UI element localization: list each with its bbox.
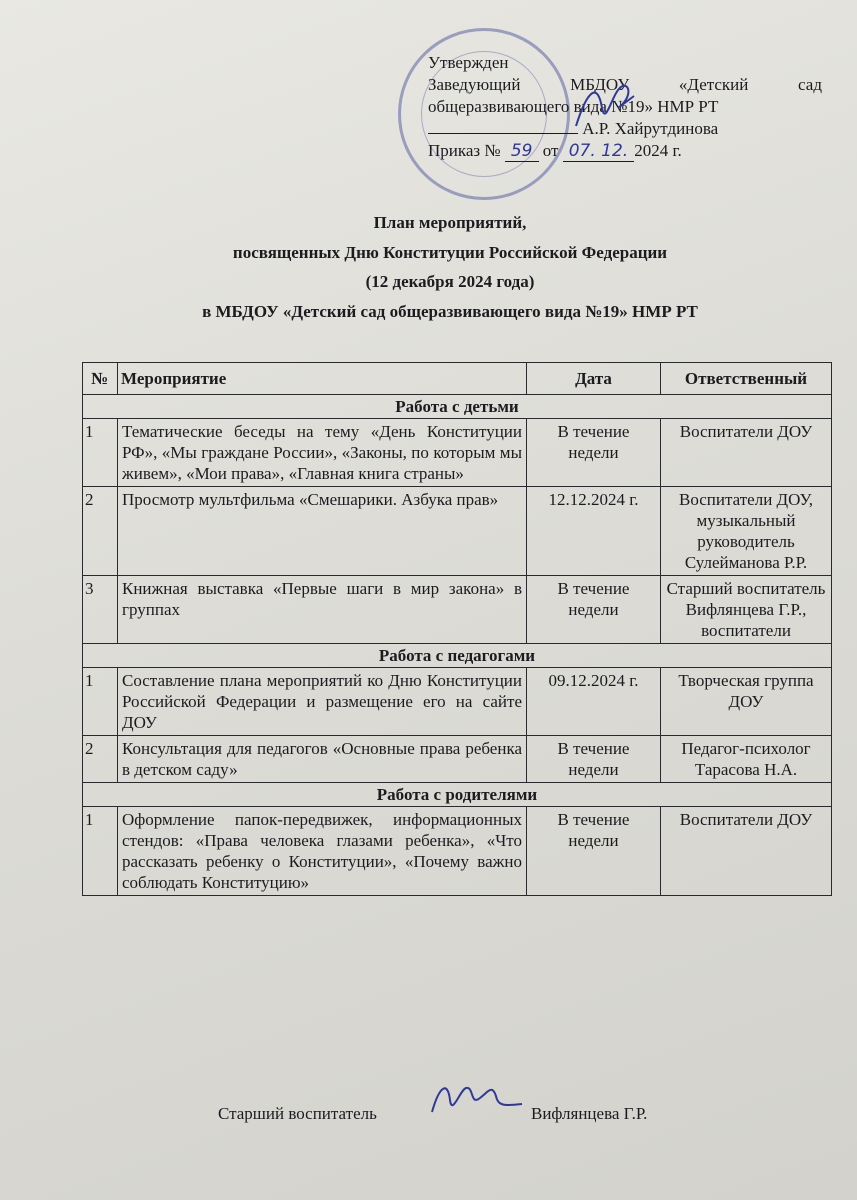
- cell-date: В течение недели: [527, 419, 661, 487]
- table-row: [83, 576, 832, 644]
- order-year: 2024 г.: [634, 141, 682, 160]
- approval-block: [428, 52, 822, 162]
- cell-number: 1: [83, 668, 118, 736]
- cell-date: 12.12.2024 г.: [527, 487, 661, 576]
- cell-event: Оформление папок-передвижек, информационных стендов: «Права человека глазами ребенка», «Что рассказать ребенку о Конституции», «Почему важно соблюдать Конституцию»: [118, 807, 527, 896]
- signature-blank: [428, 133, 578, 134]
- section-title: Работа с родителями: [83, 783, 832, 807]
- cell-event: Просмотр мультфильма «Смешарики. Азбука прав»: [118, 487, 527, 576]
- approval-word-2: МБДОУ: [570, 75, 630, 94]
- cell-responsible: Воспитатели ДОУ, музыкальный руководитель Сулейманова Р.Р.: [661, 487, 832, 576]
- title-line-1: План мероприятий,: [373, 213, 527, 232]
- cell-responsible: Старший воспитатель Вифлянцева Г.Р., воспитатели: [661, 576, 832, 644]
- cell-number: 2: [83, 487, 118, 576]
- header-responsible: Ответственный: [661, 363, 832, 395]
- cell-number: 1: [83, 419, 118, 487]
- cell-date: 09.12.2024 г.: [527, 668, 661, 736]
- title-line-3: (12 декабря 2024 года): [365, 272, 535, 291]
- table-row: [83, 807, 832, 896]
- title-line-2: посвященных Дню Конституции Российской Федерации: [232, 242, 668, 262]
- order-date: 07. 12.: [563, 141, 634, 162]
- cell-number: 3: [83, 576, 118, 644]
- director-signature: [568, 78, 638, 138]
- cell-responsible: Воспитатели ДОУ: [661, 419, 832, 487]
- section-row: [83, 644, 832, 668]
- order-number: 59: [505, 141, 539, 162]
- cell-event: Составление плана мероприятий ко Дню Конституции Российской Федерации и размещение его на сайте ДОУ: [118, 668, 527, 736]
- events-table: [82, 362, 832, 896]
- section-title: Работа с педагогами: [83, 644, 832, 668]
- title-line-4: в МБДОУ «Детский сад общеразвивающего вида №19» НМР РТ: [202, 301, 698, 321]
- approval-order-line: [428, 140, 822, 162]
- section-row: [83, 783, 832, 807]
- cell-date: В течение недели: [527, 807, 661, 896]
- section-title: Работа с детьми: [83, 395, 832, 419]
- cell-number: 1: [83, 807, 118, 896]
- header-event: Мероприятие: [118, 363, 527, 395]
- table-header-row: [83, 363, 832, 395]
- signer-role: Старший воспитатель: [218, 1104, 377, 1123]
- approval-word-1: Заведующий: [428, 75, 521, 94]
- senior-educator-signature: [426, 1076, 526, 1126]
- director-name: А.Р. Хайрутдинова: [582, 119, 719, 138]
- cell-responsible: Педагог-психолог Тарасова Н.А.: [661, 736, 832, 783]
- document-title: [120, 208, 780, 326]
- header-date: Дата: [527, 363, 661, 395]
- cell-event: Тематические беседы на тему «День Конституции РФ», «Мы граждане России», «Законы, по которым мы живем», «Мои права», «Главная книга страны»: [118, 419, 527, 487]
- cell-responsible: Воспитатели ДОУ: [661, 807, 832, 896]
- cell-date: В течение недели: [527, 736, 661, 783]
- approval-org-line: общеразвивающего вида №19» НМР РТ: [428, 97, 719, 116]
- signer-name: Вифлянцева Г.Р.: [531, 1104, 648, 1123]
- order-from: от: [542, 141, 559, 160]
- approval-heading: Утвержден: [428, 53, 509, 72]
- table-row: [83, 736, 832, 783]
- cell-responsible: Творческая группа ДОУ: [661, 668, 832, 736]
- cell-date: В течение недели: [527, 576, 661, 644]
- table-row: [83, 419, 832, 487]
- table-row: [83, 668, 832, 736]
- cell-event: Консультация для педагогов «Основные права ребенка в детском саду»: [118, 736, 527, 783]
- header-number: №: [83, 363, 118, 395]
- order-prefix: Приказ №: [428, 141, 501, 160]
- cell-event: Книжная выставка «Первые шаги в мир закона» в группах: [118, 576, 527, 644]
- approval-word-3: «Детский: [678, 75, 749, 94]
- approval-word-4: сад: [798, 75, 822, 94]
- table-row: [83, 487, 832, 576]
- cell-number: 2: [83, 736, 118, 783]
- section-row: [83, 395, 832, 419]
